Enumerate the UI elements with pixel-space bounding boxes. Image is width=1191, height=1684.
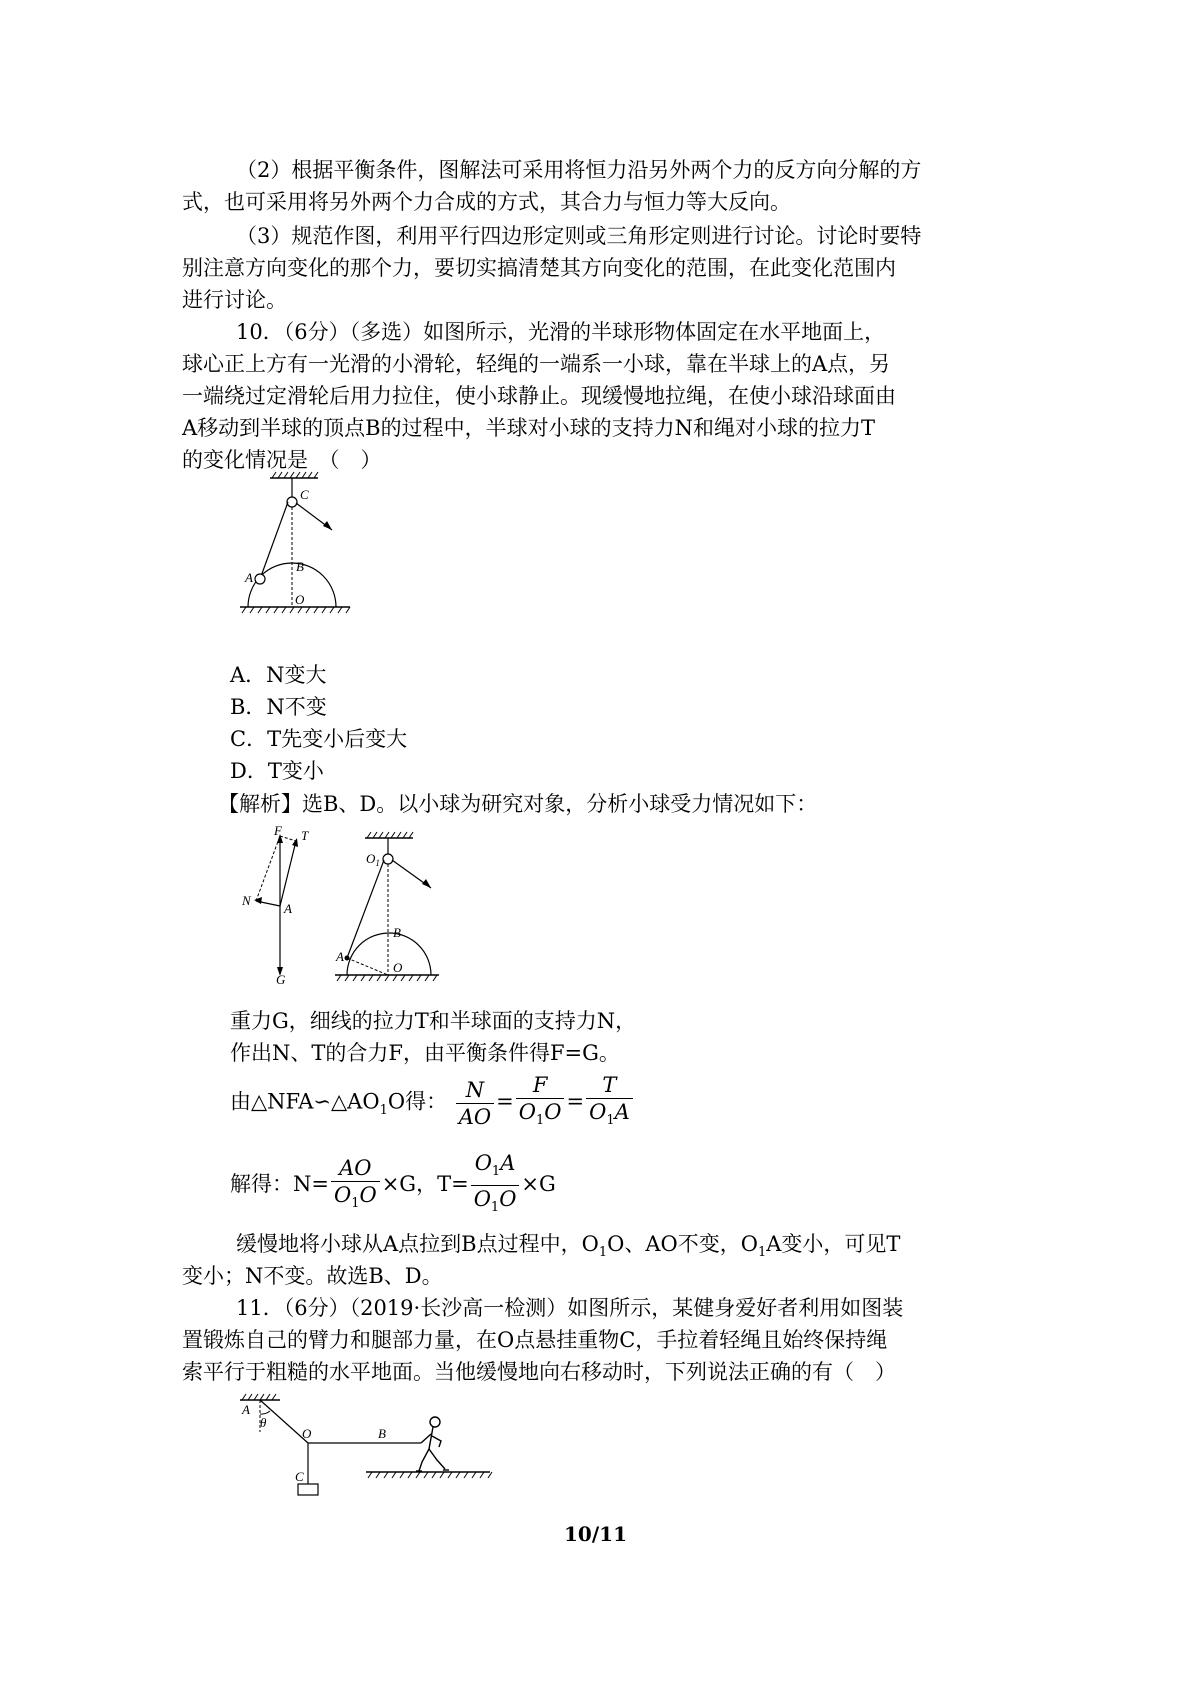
solution-formula: 解得：N= $\frac{AO}{O_1O}$ ×G，T= $\frac{O_1A}{O_1O}$ ×G xyxy=(230,1150,556,1221)
similarity-formula: 由$\triangle NFA∽\triangle AO_1O$得： $\frac{N}{AO}$ = $\frac{F}{O_1O}$ = $\frac{T}{O_1A}$ xyxy=(230,1072,635,1134)
fig3-label-a: A xyxy=(242,1402,250,1417)
q10-option-d: D．T变小 xyxy=(230,759,324,783)
fraction-o1a-over-o1o: $\frac{O_1A}{O_1O}$ xyxy=(471,1150,520,1221)
q10-line-2: 球心正上方有一光滑的小滑轮，轻绳的一端系一小球，靠在半球上的A点，另 xyxy=(182,352,891,376)
similarity-prefix: 由△NFA∽△AO xyxy=(230,1089,380,1114)
q10-line-4: A移动到半球的顶点B的过程中，半球对小球的支持力N和绳对小球的拉力T xyxy=(182,416,875,440)
q11-figure xyxy=(238,1392,498,1502)
analysis-line-1: 重力G，细线的拉力T和半球面的支持力N， xyxy=(230,1009,637,1033)
paragraph-2-line-2: 式，也可采用将另外两个力合成的方式，其合力与恒力等大反向。 xyxy=(182,190,791,214)
fraction-f-over-o1o: $\frac{F}{O_1O}$ xyxy=(516,1072,565,1134)
q10-option-c: C．T先变小后变大 xyxy=(230,727,408,751)
paragraph-2-line-1: （2）根据平衡条件，图解法可采用将恒力沿另外两个力的反方向分解的方 xyxy=(236,158,922,182)
fig1-label-a: A xyxy=(245,570,253,585)
q10-option-a: A．N变大 xyxy=(230,663,327,687)
force-label-f: F xyxy=(274,826,282,838)
q10-option-b: B．N不变 xyxy=(230,695,327,719)
fig2-label-o: O xyxy=(393,960,403,975)
fig3-label-b: B xyxy=(378,1426,386,1441)
q10-line-1: 10．（6分）（多选）如图所示，光滑的半球形物体固定在水平地面上， xyxy=(236,320,886,344)
analysis-intro: 【解析】选B、D。以小球为研究对象，分析小球受力情况如下： xyxy=(218,792,818,816)
force-label-a: A xyxy=(284,901,292,916)
force-label-n: N xyxy=(242,893,251,908)
q10-figure xyxy=(240,470,365,630)
paragraph-3-line-3: 进行讨论。 xyxy=(182,288,287,312)
fig3-label-o: O xyxy=(302,1426,312,1441)
fig1-label-b: B xyxy=(296,559,304,574)
q10-line-5: 的变化情况是 （ ） xyxy=(182,448,382,472)
fig1-label-c: C xyxy=(300,487,309,502)
force-diagram xyxy=(240,826,320,986)
analysis-figure xyxy=(335,830,445,990)
fig2-label-a: A xyxy=(336,949,344,964)
fig1-label-o: O xyxy=(295,592,305,607)
q11-line-1: 11．（6分）（2019·长沙高一检测）如图所示，某健身爱好者利用如图装 xyxy=(236,1296,904,1320)
force-label-t: T xyxy=(301,828,309,843)
runner-icon xyxy=(416,1417,449,1471)
fig2-label-b: B xyxy=(393,925,401,940)
fig3-label-theta: θ xyxy=(260,1415,267,1430)
analysis-line-2: 作出N、T的合力F，由平衡条件得F=G。 xyxy=(230,1041,620,1065)
q11-line-3: 索平行于粗糙的水平地面。当他缓慢地向右移动时，下列说法正确的有（ ） xyxy=(182,1360,896,1384)
paragraph-3-line-2: 别注意方向变化的那个力，要切实搞清楚其方向变化的范围，在此变化范围内 xyxy=(182,256,896,280)
paragraph-3-line-1: （3）规范作图，利用平行四边形定则或三角形定则进行讨论。讨论时要特 xyxy=(236,224,922,248)
fraction-ao-over-o1o: $\frac{AO}{O_1O}$ xyxy=(331,1155,380,1217)
force-label-g: G xyxy=(276,972,286,986)
fraction-t-over-o1a: $\frac{T}{O_1A}$ xyxy=(586,1072,633,1134)
fig2-label-o1: $O_1$ xyxy=(366,851,380,868)
fraction-n-over-ao: $\frac{N}{AO}$ xyxy=(456,1077,494,1130)
fig3-label-c: C xyxy=(295,1469,304,1484)
page-number: 10/11 xyxy=(564,1522,627,1546)
conclusion-line-1: 缓慢地将小球从A点拉到B点过程中，$O_1O$、AO不变，$O_1A$变小，可见T xyxy=(236,1232,901,1261)
q10-line-3: 一端绕过定滑轮后用力拉住，使小球静止。现缓慢地拉绳，在使小球沿球面由 xyxy=(182,384,896,408)
conclusion-line-2: 变小；N不变。故选B、D。 xyxy=(182,1264,443,1288)
q11-line-2: 置锻炼自己的臂力和腿部力量，在O点悬挂重物C，手拉着轻绳且始终保持绳 xyxy=(182,1328,888,1352)
